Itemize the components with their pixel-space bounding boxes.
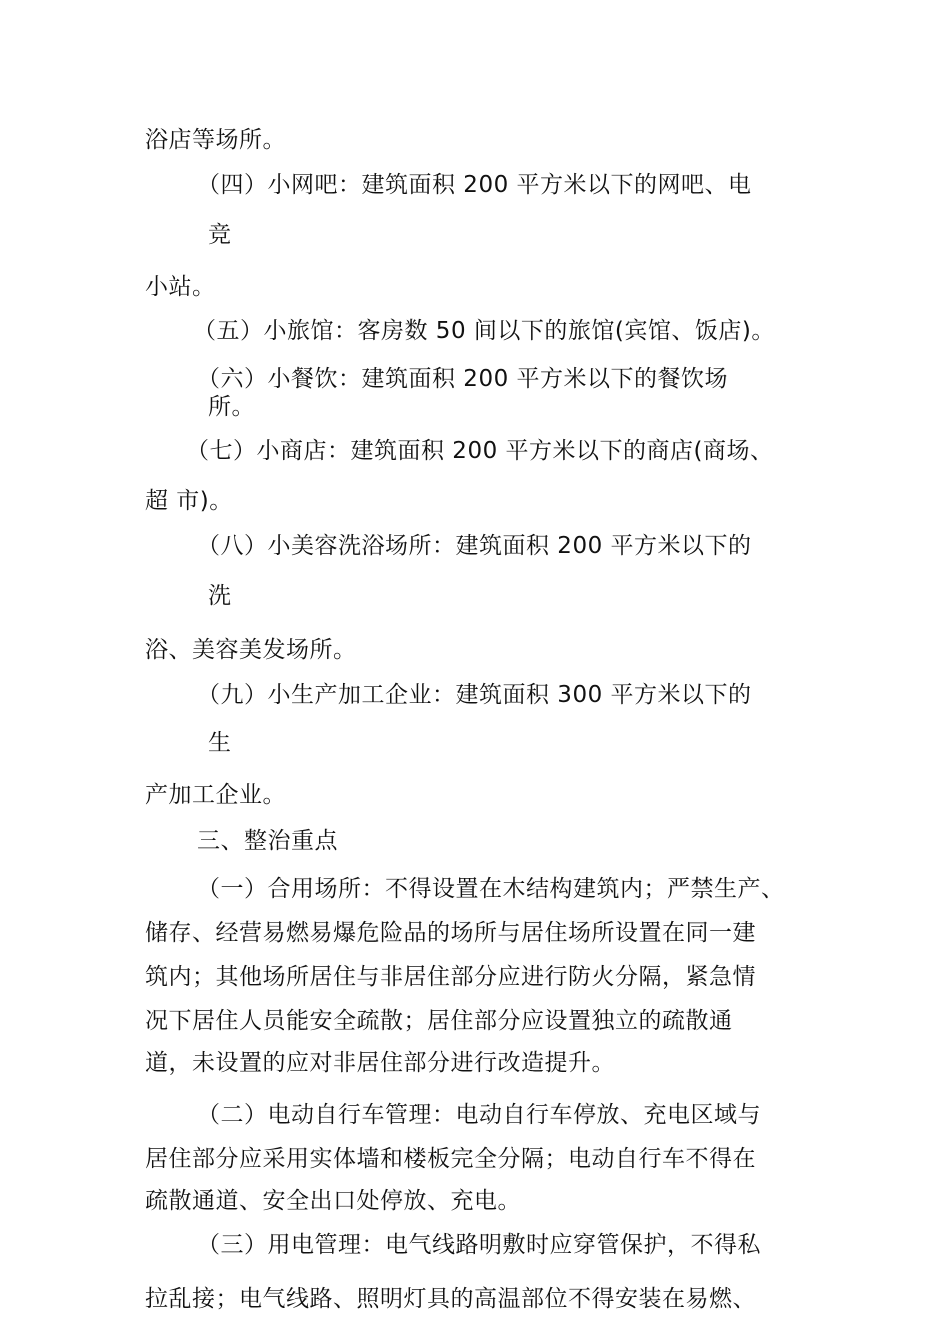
text-line: 拉乱接；电气线路、照明灯具的高温部位不得安装在易燃、 bbox=[145, 1286, 756, 1312]
text-line: 生 bbox=[208, 730, 232, 756]
text-line: 所。 bbox=[208, 394, 255, 420]
text-line: 洗 bbox=[208, 583, 232, 609]
text-line: 产加工企业。 bbox=[145, 782, 286, 808]
text-line: （六）小餐饮：建筑面积 200 平方米以下的餐饮场 bbox=[197, 366, 729, 392]
text-line: （三）用电管理：电气线路明敷时应穿管保护，不得私 bbox=[197, 1232, 761, 1258]
text-line: 道，未设置的应对非居住部分进行改造提升。 bbox=[145, 1050, 615, 1076]
text-line: 居住部分应采用实体墙和楼板完全分隔；电动自行车不得在 bbox=[145, 1146, 756, 1172]
text-line: （八）小美容洗浴场所：建筑面积 200 平方米以下的 bbox=[197, 533, 752, 559]
text-line: 筑内；其他场所居住与非居住部分应进行防火分隔，紧急情 bbox=[145, 964, 756, 990]
text-line: 浴、美容美发场所。 bbox=[145, 637, 357, 663]
text-line: （二）电动自行车管理：电动自行车停放、充电区域与 bbox=[197, 1102, 761, 1128]
text-line: 超 市)。 bbox=[145, 488, 233, 514]
text-line: （七）小商店：建筑面积 200 平方米以下的商店(商场、 bbox=[186, 438, 774, 464]
text-line: （五）小旅馆：客房数 50 间以下的旅馆(宾馆、饭店)。 bbox=[193, 318, 775, 344]
section-heading: 三、整治重点 bbox=[197, 828, 338, 854]
text-line: 小站。 bbox=[145, 274, 216, 300]
text-line: 储存、经营易燃易爆危险品的场所与居住场所设置在同一建 bbox=[145, 920, 756, 946]
text-line: 竞 bbox=[208, 222, 232, 248]
text-line: （四）小网吧：建筑面积 200 平方米以下的网吧、电 bbox=[197, 172, 752, 198]
text-line: （一）合用场所：不得设置在木结构建筑内；严禁生产、 bbox=[197, 876, 785, 902]
text-line: 况下居住人员能安全疏散；居住部分应设置独立的疏散通 bbox=[145, 1008, 733, 1034]
text-line: （九）小生产加工企业：建筑面积 300 平方米以下的 bbox=[197, 682, 752, 708]
text-line: 浴店等场所。 bbox=[145, 127, 286, 153]
text-line: 疏散通道、安全出口处停放、充电。 bbox=[145, 1188, 521, 1214]
